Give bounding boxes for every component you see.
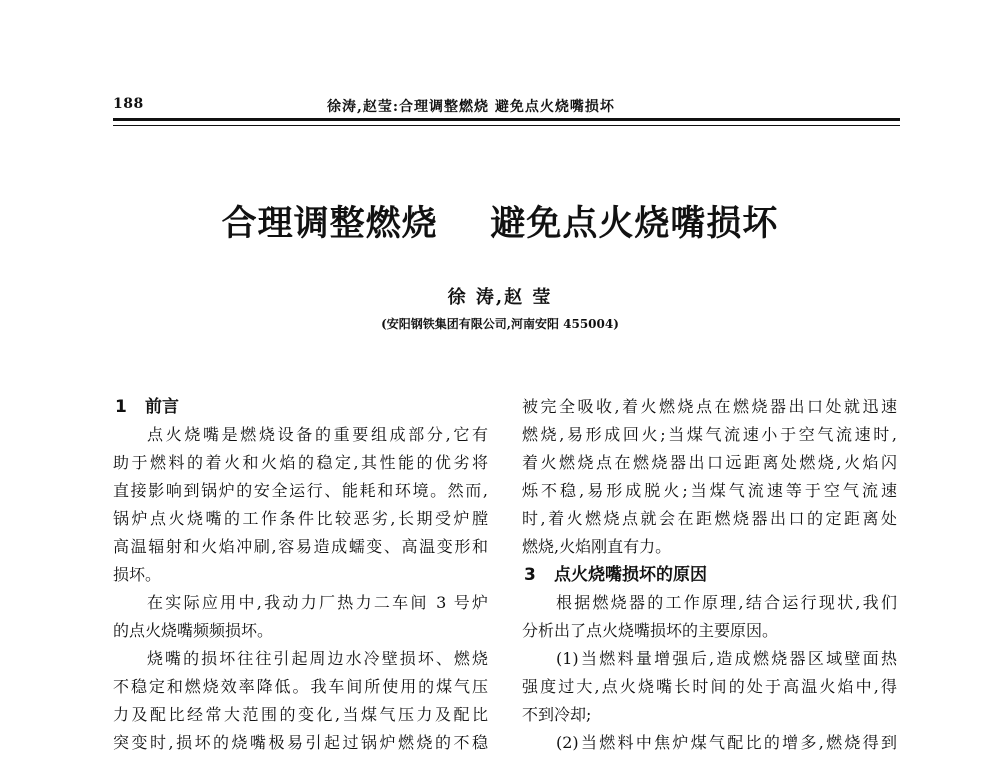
paragraph-line: 高温辐射和火焰冲刷,容易造成蠕变、高温变形和: [113, 537, 488, 556]
right-column: [522, 393, 897, 757]
paragraph-line: 燃烧,火焰刚直有力。: [522, 537, 672, 556]
paragraph-line: 烁不稳,易形成脱火;当煤气流速等于空气流速: [522, 481, 897, 500]
page-number: 188: [113, 96, 144, 112]
header-rule-thick: [113, 118, 900, 121]
authors: 徐 涛,赵 莹: [447, 287, 553, 308]
section-title: 前言: [145, 397, 179, 417]
left-column: [113, 393, 488, 757]
paragraph-line: 不到冷却;: [522, 705, 592, 724]
section-title: 点火烧嘴损坏的原因: [554, 565, 707, 585]
paragraph-line: 强度过大,点火烧嘴长时间的处于高温火焰中,得: [522, 677, 897, 696]
paragraph-line: 助于燃料的着火和火焰的稳定,其性能的优劣将: [113, 453, 488, 472]
paragraph-line: 根据燃烧器的工作原理,结合运行现状,我们: [556, 593, 897, 612]
running-title: 徐涛,赵莹:合理调整燃烧 避免点火烧嘴损坏: [327, 99, 615, 115]
section-number: 3: [524, 565, 536, 585]
header-rule-thin: [113, 125, 900, 126]
paragraph-line: 力及配比经常大范围的变化,当煤气压力及配比: [113, 705, 488, 724]
paragraph-line: 被完全吸收,着火燃烧点在燃烧器出口处就迅速: [522, 397, 897, 416]
paragraph-line: 损坏。: [113, 565, 162, 584]
affiliation: (安阳钢铁集团有限公司,河南安阳 455004): [381, 317, 619, 331]
paragraph-line: 突变时,损坏的烧嘴极易引起过锅炉燃烧的不稳: [113, 733, 488, 752]
paragraph-line: 分析出了点火烧嘴损坏的主要原因。: [522, 621, 779, 640]
section-number: 1: [115, 397, 127, 417]
paragraph-line: 燃烧,易形成回火;当煤气流速小于空气流速时,: [522, 425, 897, 444]
paragraph-line: 直接影响到锅炉的安全运行、能耗和环境。然而,: [113, 481, 488, 500]
paragraph-line: 在实际应用中,我动力厂热力二车间 3 号炉: [147, 593, 488, 612]
paragraph-line: 烧嘴的损坏往往引起周边水冷壁损坏、燃烧: [147, 649, 488, 668]
paragraph-line: 不稳定和燃烧效率降低。我车间所使用的煤气压: [113, 677, 488, 696]
paragraph-line: (2)当燃料中焦炉煤气配比的增多,燃烧得到: [556, 733, 897, 752]
paragraph-line: (1)当燃料量增强后,造成燃烧器区域壁面热: [556, 649, 897, 668]
paragraph-line: 锅炉点火烧嘴的工作条件比较恶劣,长期受炉膛: [113, 509, 488, 528]
paragraph-line: 的点火烧嘴频频损坏。: [113, 621, 274, 640]
paragraph-line: 点火烧嘴是燃烧设备的重要组成部分,它有: [147, 425, 488, 444]
running-head: [113, 96, 900, 118]
section-heading-causes: [522, 561, 897, 589]
article-title: 合理调整燃烧 避免点火烧嘴损坏: [221, 203, 779, 244]
paragraph-line: 着火燃烧点在燃烧器出口远距离处燃烧,火焰闪: [522, 453, 897, 472]
section-heading-introduction: [113, 393, 488, 421]
paragraph-line: 时,着火燃烧点就会在距燃烧器出口的定距离处: [522, 509, 897, 528]
